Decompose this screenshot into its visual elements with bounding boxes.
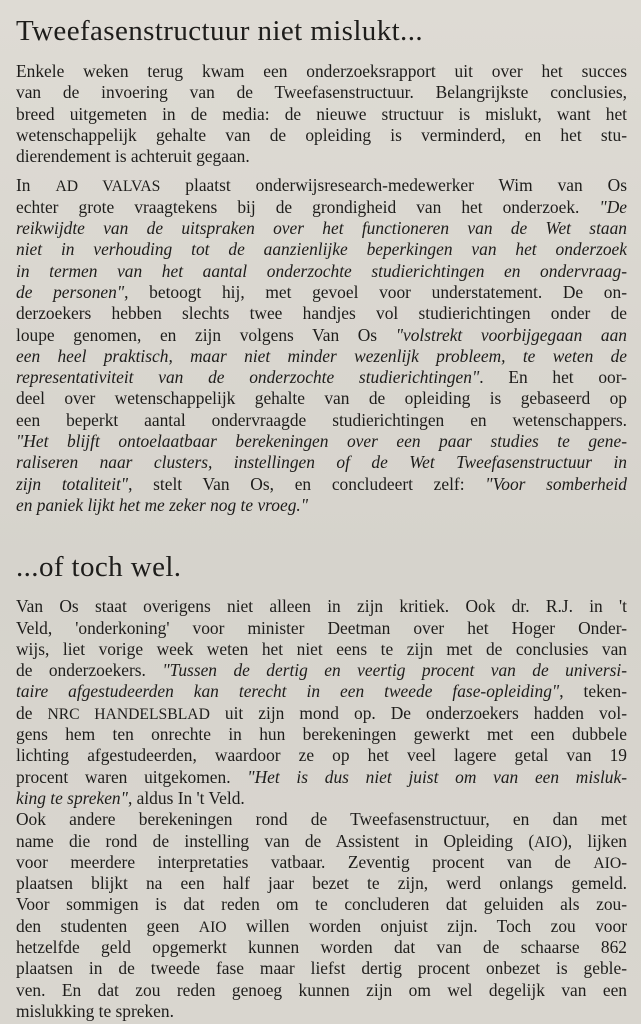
text-line: deel over wetenschappelijk gehalte van de opleiding is gebaseerd op — [16, 388, 627, 409]
text-line — [16, 852, 627, 873]
text-line: Enkele weken terug kwam een onderzoeksrapport uit over het succes — [16, 61, 627, 81]
text-line: plaatsen blijkt na een half jaar bezet te zijn, werd onlangs gemeld. — [16, 873, 627, 894]
text-line: Van Os staat overigens niet alleen in zijn kritiek. Ook dr. R.J. in 't — [16, 596, 627, 617]
section-title: ...of toch wel. — [16, 551, 182, 584]
publication-name: NRC HANDELSBLAD — [47, 705, 210, 723]
text-run: plaatst onderwijsresearch-medewerker Wim van Os — [160, 175, 627, 196]
text-run: loupe genomen, en zijn volgens Van Os — [16, 324, 396, 345]
text-line: ven. En dat zou reden genoeg kunnen zijn om wel degelijk van een — [16, 979, 627, 1000]
text-run: echter grote vraagtekens bij de grondigheid van het onderzoek. — [16, 196, 600, 217]
article-title: Tweefasenstructuur niet mislukt... — [16, 15, 423, 47]
text-run: , aldus In 't Veld. — [127, 787, 245, 808]
publication-name: AD VALVAS — [55, 178, 161, 196]
abbreviation: AIO — [534, 833, 562, 851]
text-run: de onderzoekers. — [16, 660, 163, 681]
text-line — [16, 197, 627, 218]
abbreviation: AIO — [198, 918, 227, 936]
quote-line: in termen van het aantal onderzochte studierichtingen en ondervraag- — [16, 260, 627, 281]
quote-run: zijn totaliteit" — [16, 473, 129, 494]
text-line — [16, 325, 627, 346]
text-run: - — [621, 851, 627, 872]
text-line: gens hem ten onrechte in hun berekeningen gewerkt met een dubbele — [16, 724, 627, 745]
text-run: . En het oor- — [479, 367, 627, 388]
text-line — [16, 367, 627, 388]
text-run: uit zijn mond op. De onderzoekers hadden vol- — [209, 702, 627, 723]
text-run: name die rond de instelling van de Assistent in Opleiding ( — [16, 830, 535, 851]
text-line: een beperkt aantal ondervraagde studierichtingen en wetenschappers. — [16, 409, 627, 430]
text-line: lichting afgestudeerden, waardoor ze op het veel lagere getal van 19 — [16, 745, 627, 766]
text-run: den studenten geen — [16, 915, 199, 936]
text-run: procent waren uitgekomen. — [16, 766, 248, 787]
text-line — [16, 916, 627, 937]
text-line: wijs, liet vorige week weten het niet eens te zijn met de conclusies van — [16, 638, 627, 659]
text-line — [16, 831, 627, 852]
text-run: willen worden onjuist zijn. Toch zou voor — [226, 915, 627, 936]
abbreviation: AIO — [593, 854, 622, 872]
quote-run: representativiteit van de onderzochte studierichtingen" — [16, 367, 480, 388]
quote-run: de personen" — [16, 281, 125, 302]
text-run: ), lijken — [561, 830, 627, 851]
text-run: de — [16, 702, 48, 723]
text-line: van de invoering van de Tweefasenstructuur. Belangrijkste conclusies, — [16, 82, 627, 103]
van-os-paragraph — [16, 175, 627, 516]
text-line: breed uitgemeten in de media: de nieuwe structuur is mislukt, want het — [16, 103, 627, 124]
quote-line: "Het blijft ontoelaatbaar berekeningen over een paar studies te gene- — [16, 431, 627, 452]
text-line: mislukking te spreken. — [16, 1000, 174, 1021]
text-line — [16, 660, 627, 681]
text-line: Ook andere berekeningen rond de Tweefasenstructuur, en dan met — [16, 809, 627, 830]
quote-run: "Tussen de dertig en veertig procent van de universi- — [162, 660, 627, 681]
text-line — [16, 474, 627, 495]
text-line — [16, 681, 627, 702]
text-run: In — [16, 175, 56, 196]
paragraph-spacer — [16, 167, 627, 175]
text-line: wetenschappelijk gehalte van de opleiding is verminderd, en het stu- — [16, 124, 627, 145]
quote-run: "volstrekt voorbijgegaan aan — [395, 324, 627, 345]
text-line: hetzelfde geld opgemerkt kunnen worden dat van de schaarse 862 — [16, 936, 627, 957]
text-line: Veld, 'onderkoning' voor minister Deetman over het Hoger Onder- — [16, 617, 627, 638]
text-line — [16, 788, 627, 809]
quote-line: reikwijdte van de uitspraken over het functioneren van de Wet staan — [16, 218, 627, 239]
text-line — [16, 282, 627, 303]
text-line — [16, 703, 627, 724]
quote-run: "Het is dus niet juist om van een misluk- — [247, 766, 627, 787]
second-section — [16, 596, 627, 1022]
quote-line: raliseren naar clusters, instellingen of de Wet Tweefasenstructuur in — [16, 452, 627, 473]
text-line: dierendement is achteruit gegaan. — [16, 146, 250, 167]
text-run: , teken- — [559, 681, 627, 702]
quote-run: taire afgestudeerden kan terecht in een tweede fase-opleiding" — [16, 681, 560, 702]
text-run: , stelt Van Os, en concludeert zelf: — [128, 473, 486, 494]
text-line: derzoekers hebben slechts twee handjes vol studierichtingen onder de — [16, 303, 627, 324]
text-line: Voor sommigen is dat reden om te concluderen dat geluiden als zou- — [16, 894, 627, 915]
quote-run: "De — [599, 196, 627, 217]
quote-line: een heel praktisch, maar niet minder wezenlijk probleem, te weten de — [16, 345, 627, 366]
text-line — [16, 767, 627, 788]
text-line — [16, 175, 627, 196]
quote-line: en paniek lijkt het me zeker nog te vroeg." — [16, 494, 309, 515]
text-run: , betoogt hij, met gevoel voor understatement. De on- — [124, 281, 627, 302]
text-run: voor meerdere interpretaties vatbaar. Zeventig procent van de — [16, 851, 594, 872]
quote-run: king te spreken" — [16, 787, 128, 808]
quote-run: "Voor somberheid — [485, 473, 627, 494]
text-line: plaatsen in de tweede fase maar liefst dertig procent onbezet is geble- — [16, 958, 627, 979]
intro-paragraph — [16, 61, 627, 167]
quote-line: niet in verhouding tot de aanzienlijke beperkingen van het onderzoek — [16, 239, 627, 260]
